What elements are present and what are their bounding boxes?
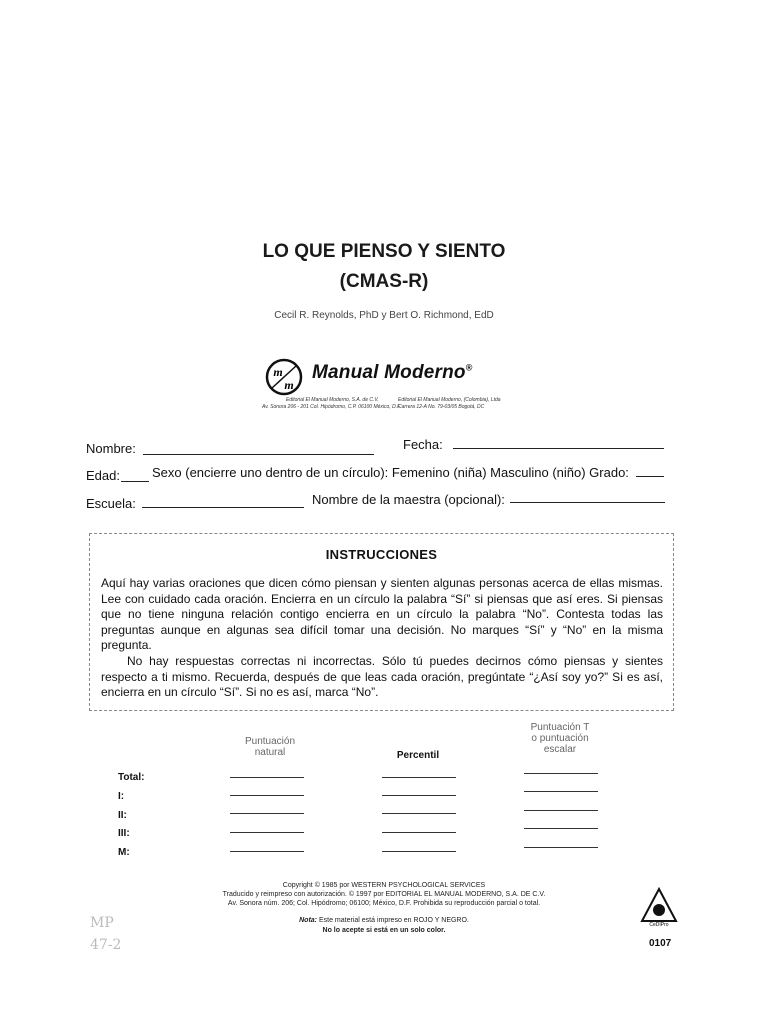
document-subtitle: (CMAS-R)	[339, 271, 429, 292]
iii-percentil-field[interactable]	[382, 832, 456, 833]
note-label: Nota:	[299, 917, 318, 924]
publisher-colombia-line2: Carrera 12-A No. 79-03/05 Bogotá, DC	[398, 404, 485, 410]
total-t-field[interactable]	[524, 773, 598, 774]
fecha-label: Fecha:	[403, 437, 443, 452]
edad-field[interactable]	[121, 481, 149, 482]
i-natural-field[interactable]	[230, 795, 304, 796]
score-row-i-label: I:	[118, 791, 125, 802]
nombre-field[interactable]	[143, 454, 374, 455]
stamp-line-1: MP	[90, 915, 114, 931]
total-percentil-field[interactable]	[382, 777, 456, 778]
copyright-line-1: Copyright © 1985 por WESTERN PSYCHOLOGICAL SERVICES	[282, 882, 486, 889]
ii-t-field[interactable]	[524, 810, 598, 811]
note-text: Este material está impreso en ROJO Y NEGRO.	[318, 917, 469, 924]
publisher-colombia-address	[398, 397, 501, 411]
edad-label: Edad:	[86, 468, 120, 483]
copyright-line-2: Traducido y reimpreso con autorización. © 1997 por EDITORIAL EL MANUAL MODERNO, S.A. DE C.V.	[222, 891, 546, 898]
m-natural-field[interactable]	[230, 851, 304, 852]
logo-initial-bottom: m	[284, 378, 294, 392]
publisher-colombia-line1: Editorial El Manual Moderno, (Colombia), Ltda	[398, 397, 501, 403]
iii-natural-field[interactable]	[230, 832, 304, 833]
score-row-iii-label: III:	[118, 828, 130, 839]
puntuacion-t-header-line1: Puntuación T	[530, 722, 590, 733]
puntuacion-natural-header-line2: natural	[254, 747, 286, 758]
maestra-label: Nombre de la maestra (opcional):	[312, 492, 505, 507]
grado-field[interactable]	[636, 476, 664, 477]
document-title: LO QUE PIENSO Y SIENTO	[262, 241, 506, 262]
warning-icon-label: CeDIPro	[649, 922, 669, 927]
escuela-label: Escuela:	[86, 496, 136, 511]
publisher-mexico-line2: Av. Sonora 206 - 201 Col. Hipódromo, C.P. 06100 México, D.F.	[262, 404, 401, 410]
m-t-field[interactable]	[524, 847, 598, 848]
faded-stamp	[90, 912, 121, 956]
registered-mark: ®	[465, 362, 473, 373]
puntuacion-t-header-line3: escalar	[543, 744, 577, 755]
publisher-name-text: Manual Moderno	[312, 362, 466, 383]
fecha-field[interactable]	[453, 448, 664, 449]
logo-initial-top: m	[273, 365, 283, 379]
puntuacion-natural-header-line1: Puntuación	[244, 736, 296, 747]
escuela-field[interactable]	[142, 507, 304, 508]
score-row-m-label: M:	[118, 847, 130, 858]
nombre-label: Nombre:	[86, 441, 136, 456]
publisher-mexico-address	[262, 397, 401, 411]
i-t-field[interactable]	[524, 791, 598, 792]
iii-t-field[interactable]	[524, 828, 598, 829]
color-note-line-2: No lo acepte si está en un solo color.	[322, 927, 446, 934]
instructions-heading: INSTRUCCIONES	[325, 547, 438, 562]
score-row-total-label: Total:	[118, 772, 145, 783]
sexo-grado-label: Sexo (encierre uno dentro de un círculo): Femenino (niña) Masculino (niño) Grado:	[152, 465, 629, 480]
puntuacion-natural-header	[228, 736, 312, 758]
puntuacion-t-header-line2: o puntuación	[531, 733, 589, 744]
form-code: 0107	[649, 938, 672, 949]
instructions-text	[101, 576, 663, 701]
m-percentil-field[interactable]	[382, 851, 456, 852]
authors: Cecil R. Reynolds, PhD y Bert O. Richmond, EdD	[274, 310, 494, 321]
copyright-line-3: Av. Sonora núm. 206; Col. Hipódromo; 06100; México, D.F. Prohibida su reproducción parcial o total.	[227, 900, 541, 907]
instructions-paragraph-2: No hay respuestas correctas ni incorrectas. Sólo tú puedes decirnos cómo piensas y sientes respecto a ti mismo. Recuerda, después de que leas cada oración, pregúntate “¿Así soy yo?” Si es así, encierra en un círculo “Sí”. Si no es así, marca “No”.	[101, 653, 663, 700]
manual-moderno-logo-icon	[265, 358, 303, 396]
maestra-field[interactable]	[510, 502, 665, 503]
score-row-ii-label: II:	[118, 810, 127, 821]
cedipro-warning-icon	[640, 887, 678, 927]
puntuacion-t-header	[510, 722, 610, 755]
total-natural-field[interactable]	[230, 777, 304, 778]
i-percentil-field[interactable]	[382, 795, 456, 796]
publisher-mexico-line1: Editorial El Manual Moderno, S.A. de C.V.	[286, 397, 379, 403]
ii-percentil-field[interactable]	[382, 813, 456, 814]
instructions-paragraph-1: Aquí hay varias oraciones que dicen cómo piensan y sienten algunas personas acerca de ellas mismas. Lee con cuidado cada oración. Encierra en un círculo la palabra “Sí” si piensas que así eres. Si piensas que no tiene ninguna relación contigo encierra en un círculo la palabra “No”. Contesta todas las preguntas aunque en algunas sea difícil tomar una decisión. No marques “Sí” y “No” en la misma pregunta.	[101, 576, 663, 653]
percentil-header: Percentil	[396, 750, 440, 761]
ii-natural-field[interactable]	[230, 813, 304, 814]
publisher-name	[312, 362, 473, 384]
stamp-line-2: 47-2	[90, 937, 122, 953]
